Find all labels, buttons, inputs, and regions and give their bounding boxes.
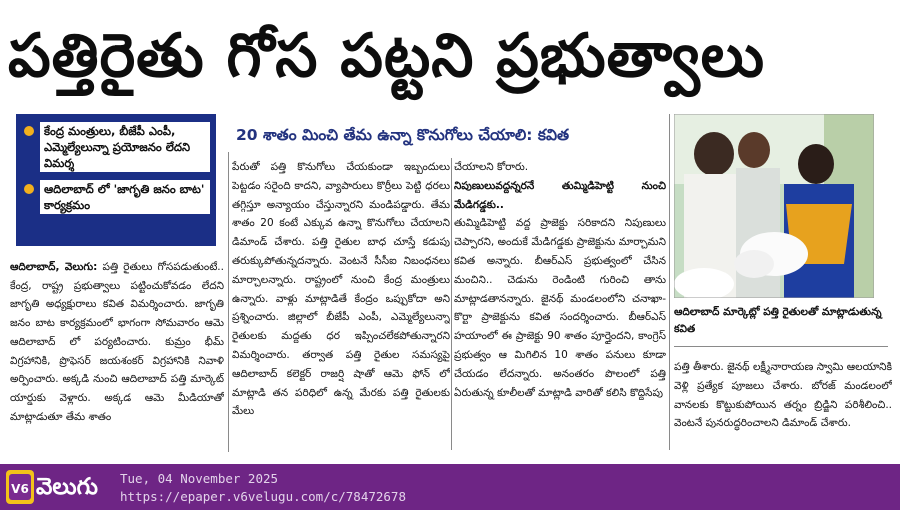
column-text: పత్తి రైతులు గోసపడుతుంటే.. కేంద్ర, రాష్ట్ర ప్రభుత్వాలు పట్టించుకోవడం లేదని జాగృతి అధ్యక్షురాలు కవిత విమర్శించారు. జాగృతి జనం బాట కార్యక్రమంలో భాగంగా సోమవారం ఆమె ఆదిలాబాద్ లో పర్యటించారు. కుమ్రం భీమ్ విగ్రహానికి, ప్రొఫెసర్ జయశంకర్ విగ్రహానికి నివాళి అర్పించారు. అక్కడి నుంచి ఆదిలాబాద్ పత్తి మార్కెట్ యార్డుకు వెళ్లారు. అక్కడ ఆమె మీడియాతో మాట్లాడుతూ తేమ శాతం	[10, 261, 224, 423]
article-column-4: పత్తి తీశారు. జైనథ్ లక్ష్మీనారాయణ స్వామి ఆలయానికి వెళ్లి ప్రత్యేక పూజలు చేశారు. బోరజ్ మండలంలో వానలకు కొట్టుకుపోయిన తర్నం బ్రిడ్జిని పరిశీలించి.. వెంటనే పునరుద్ధరించాలని డిమాండ్ చేశారు.	[674, 361, 892, 430]
highlight-item	[24, 180, 210, 214]
highlight-text: ఆదిలాబాద్ లో 'జాగృతి జనం బాట' కార్యక్రమం	[40, 180, 210, 214]
caption-divider	[674, 346, 888, 347]
highlight-text: కేంద్ర మంత్రులు, బీజేపీ ఎంపీ, ఎమ్మెల్యేలున్నా ప్రయోజనం లేదని విమర్శ	[40, 122, 210, 172]
logo-wordmark: వెలుగు	[36, 474, 98, 500]
column-divider	[669, 114, 670, 450]
edition-date: Tue, 04 November 2025	[120, 471, 279, 486]
article-column-1	[10, 258, 224, 450]
section-subtitle: నిపుణులువద్దన్నరనే తుమ్మిడిహెట్టి నుంచి మేడిగడ్డకు..	[454, 179, 666, 211]
headline: పత్తిరైతు గోస పట్టని ప్రభుత్వాలు	[8, 21, 766, 91]
article-column-3	[454, 158, 666, 450]
epaper-link[interactable]: https://epaper.v6velugu.com/c/78472678	[120, 489, 406, 504]
subheadline: 20 శాతం మించి తేమ ఉన్నా కొనుగోలు చేయాలి: కవిత	[236, 126, 570, 144]
highlight-item	[24, 122, 210, 172]
news-photo	[674, 114, 874, 298]
bullet-icon	[24, 184, 34, 194]
column-text: చేయాలని కోరారు.	[454, 161, 529, 173]
photo-illustration	[674, 114, 874, 298]
column-divider	[228, 152, 229, 452]
column-divider	[451, 158, 452, 450]
column-text: తుమ్మిడిహెట్టి వద్ద ప్రాజెక్టు సరికాదని నిపుణులు చెప్పారని, అందుకే మేడిగడ్డకు ప్రాజెక్టును మార్చామని కవిత అన్నారు. బీఆర్ఎస్ ప్రభుత్వంలో చేసిన మంచిని.. చెడును రెండింటి గురించి తాను మాట్లాడతానన్నారు. జైనథ్ మండలంలోని చనాఖా-కొర్టా ప్రాజెక్టును కవిత సందర్శించారు. బీఆర్ఎస్ హయాంలో ఈ ప్రాజెక్టు 90 శాతం పూర్తైందని, కాంగ్రెస్ ప్రభుత్వం ఆ మిగిలిన 10 శాతం పనులు కూడా చేయడం లేదన్నారు. అనంతరం పొలంలో పత్తి ఏరుతున్న కూలీలతో మాట్లాడి వారితో కలిసి కొద్దిసేపు	[454, 217, 666, 399]
dateline: ఆదిలాబాద్, వెలుగు:	[10, 261, 98, 273]
logo-mark-text: V6	[11, 482, 29, 496]
article-column-2: పేరుతో పత్తి కొనుగోలు చేయకుండా ఇబ్బందులు పెట్టడం సరైంది కాదని, వ్యాపారులు కొర్రీలు పెట్టి ధరలు తగ్గిస్తూ అన్యాయం చేస్తున్నారని మండిపడ్డారు. తేమ శాతం 20 కంటే ఎక్కువ ఉన్నా కొనుగోలు చేయాలని డిమాండ్ చేశారు. పత్తి రైతుల బాధ చూస్తే కడుపు తరుక్కుపోతున్నదన్నారు. వెంటనే సీసీఐ నిబంధనలు మార్చాలన్నారు. రాష్ట్రంలో నుంచి కేంద్ర మంత్రులు ఉన్నారు. వాళ్లు మాట్లాడితే కేంద్రం ఒప్పుకోదా అని ప్రశ్నించారు. జిల్లాలో బీజేపీ ఎంపీ, ఎమ్మెల్యేలున్నా రైతులకు మద్దతు ధర ఇప్పించలేకపోతున్నారని విమర్శించారు. తర్వాత పత్తి రైతుల సమస్యపై ఆదిలాబాద్ కలెక్టర్ రాజర్షి షాతో ఆమె ఫోన్ లో మాట్లాడి తన పరిధిలో ఉన్న మేరకు పత్తి రైతులకు మేలు	[232, 161, 450, 418]
bullet-icon	[24, 126, 34, 136]
highlights-box	[16, 114, 216, 246]
photo-caption: ఆదిలాబాద్ మార్కెట్లో పత్తి రైతులతో మాట్లాడుతున్న కవిత	[674, 306, 882, 335]
